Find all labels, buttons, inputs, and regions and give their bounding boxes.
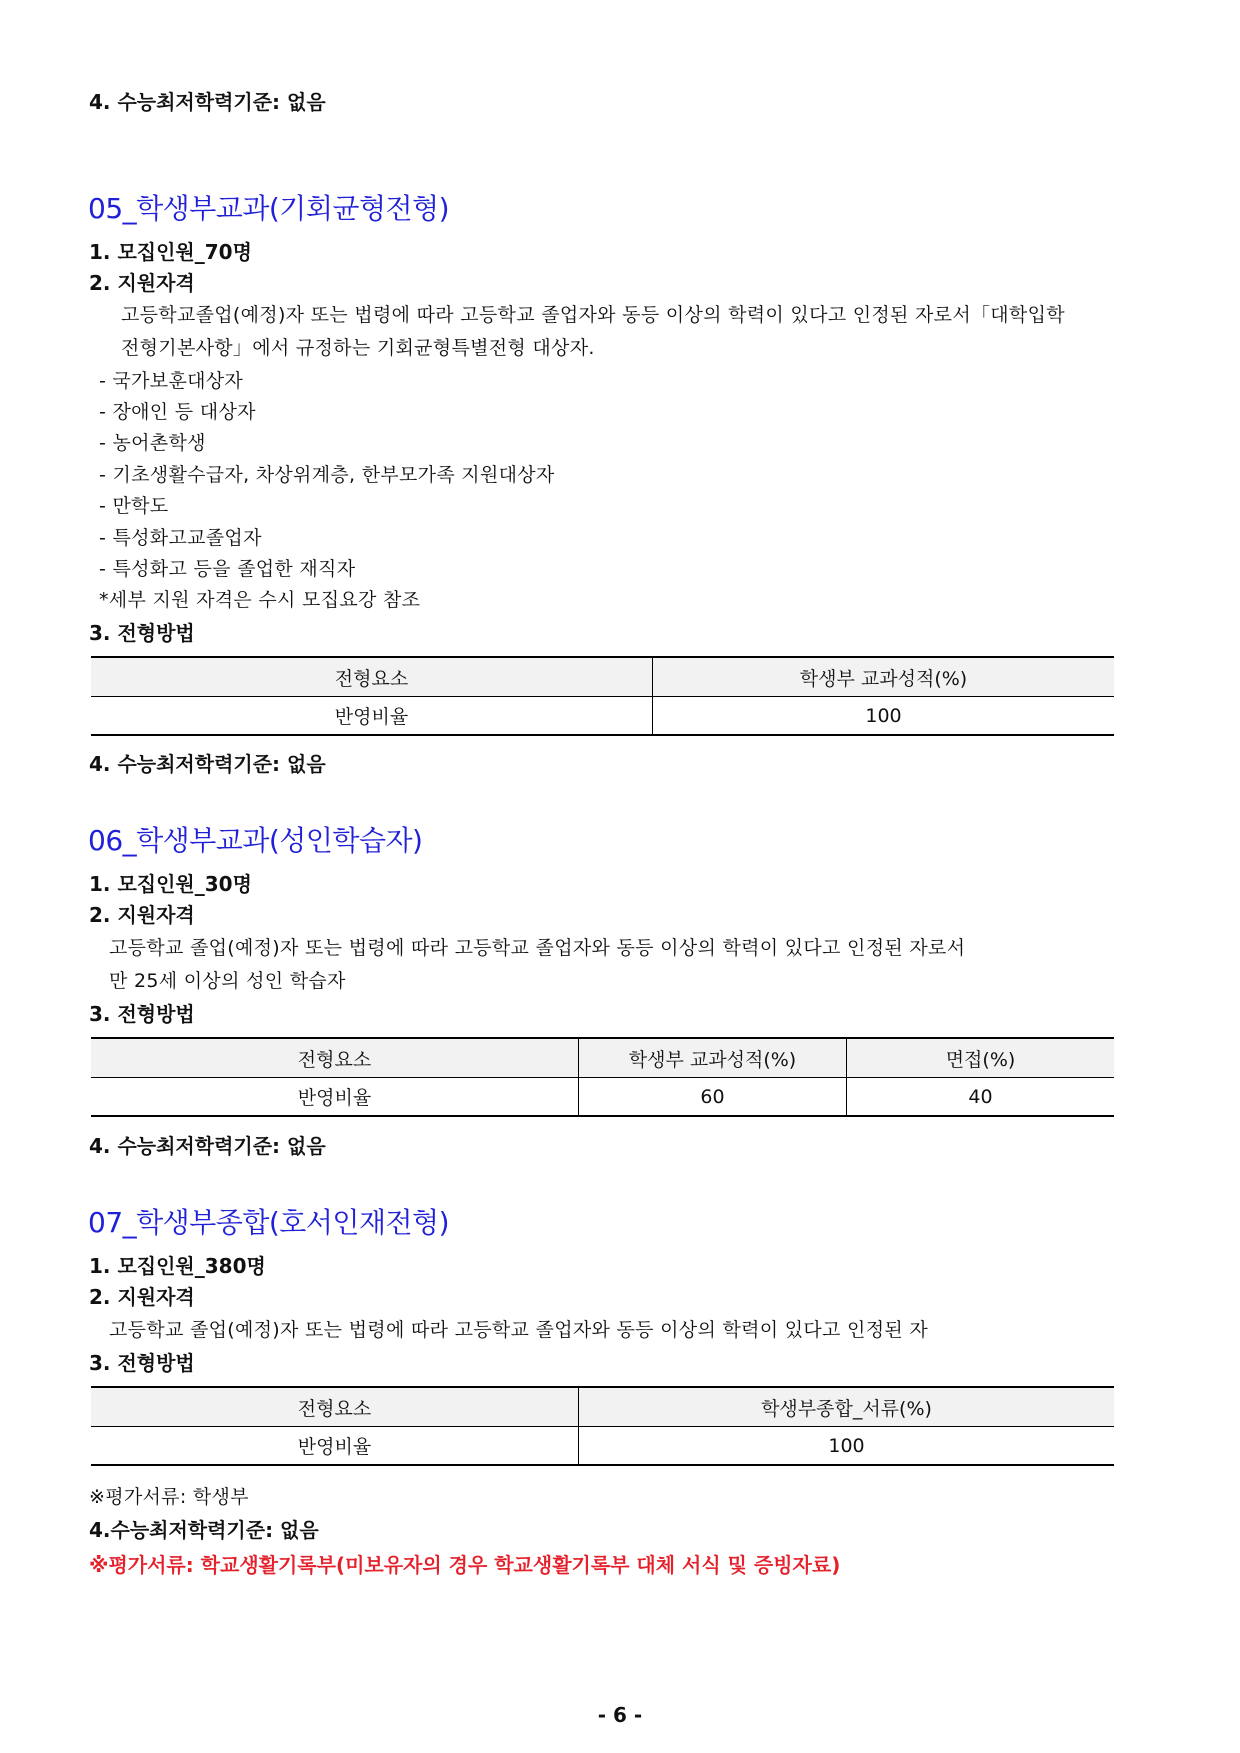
s05-method-table (91, 656, 1114, 736)
page-number: - 6 - (597, 1703, 643, 1727)
s05-bullet: - 농어촌학생 (99, 432, 206, 454)
table-header-cell: 학생부 교과성적(%) (653, 657, 1115, 697)
s06-recruit-count: 1. 모집인원_30명 (89, 872, 252, 896)
section-06-title: 06_학생부교과(성인학습자) (88, 824, 423, 857)
s05-bullet: - 기초생활수급자, 차상위계층, 한부모가족 지원대상자 (99, 464, 555, 486)
table-header-cell: 면접(%) (847, 1038, 1115, 1078)
table-cell: 반영비율 (91, 697, 653, 736)
s05-qualification-line-1: 고등학교졸업(예정)자 또는 법령에 따라 고등학교 졸업자와 동등 이상의 학력이 있다고 인정된 자로서「대학입학 (121, 304, 1065, 326)
admission-criteria-top: 4. 수능최저학력기준: 없음 (89, 90, 326, 114)
table-header-row (91, 1038, 1114, 1078)
s06-qualification-heading: 2. 지원자격 (89, 903, 195, 927)
s06-qualification-line-2: 만 25세 이상의 성인 학습자 (109, 970, 346, 992)
table-row (91, 1427, 1114, 1466)
s05-recruit-count: 1. 모집인원_70명 (89, 240, 252, 264)
section-05-title: 05_학생부교과(기회균형전형) (88, 192, 450, 225)
section-07-title: 07_학생부종합(호서인재전형) (88, 1206, 450, 1239)
s05-bullet: - 국가보훈대상자 (99, 370, 244, 392)
s07-recruit-count: 1. 모집인원_380명 (89, 1254, 266, 1278)
s07-qualification-line-1: 고등학교 졸업(예정)자 또는 법령에 따라 고등학교 졸업자와 동등 이상의 학력이 있다고 인정된 자 (109, 1319, 929, 1341)
table-cell: 60 (579, 1078, 847, 1117)
s07-qualification-heading: 2. 지원자격 (89, 1285, 195, 1309)
table-header-cell: 전형요소 (91, 1038, 579, 1078)
s05-method-heading: 3. 전형방법 (89, 621, 195, 645)
s07-red-note: ※평가서류: 학교생활기록부(미보유자의 경우 학교생활기록부 대체 서식 및 증빙자료) (89, 1553, 841, 1577)
s06-method-heading: 3. 전형방법 (89, 1002, 195, 1026)
s05-qualification-line-2: 전형기본사항」에서 규정하는 기회균형특별전형 대상자. (121, 337, 595, 359)
s06-method-table (91, 1037, 1114, 1117)
s05-bullet: - 특성화고 등을 졸업한 재직자 (99, 558, 356, 580)
table-header-row (91, 1387, 1114, 1427)
table-cell: 40 (847, 1078, 1115, 1117)
table-cell: 반영비율 (91, 1078, 579, 1117)
table-row (91, 697, 1114, 736)
s07-method-heading: 3. 전형방법 (89, 1351, 195, 1375)
s05-bullet: - 만학도 (99, 495, 169, 517)
table-header-cell: 학생부 교과성적(%) (579, 1038, 847, 1078)
s05-criteria: 4. 수능최저학력기준: 없음 (89, 752, 326, 776)
table-header-cell: 전형요소 (91, 1387, 579, 1427)
table-header-cell: 전형요소 (91, 657, 653, 697)
table-row (91, 1078, 1114, 1117)
s05-detail-note: *세부 지원 자격은 수시 모집요강 참조 (99, 589, 421, 611)
table-cell: 100 (653, 697, 1115, 736)
table-cell: 100 (579, 1427, 1115, 1466)
s05-qualification-heading: 2. 지원자격 (89, 271, 195, 295)
s07-evaluation-documents: ※평가서류: 학생부 (89, 1486, 249, 1508)
s06-criteria: 4. 수능최저학력기준: 없음 (89, 1134, 326, 1158)
s05-bullet: - 장애인 등 대상자 (99, 401, 256, 423)
s07-method-table (91, 1386, 1114, 1466)
s05-bullet: - 특성화고교졸업자 (99, 527, 262, 549)
table-cell: 반영비율 (91, 1427, 579, 1466)
s06-qualification-line-1: 고등학교 졸업(예정)자 또는 법령에 따라 고등학교 졸업자와 동등 이상의 학력이 있다고 인정된 자로서 (109, 937, 966, 959)
table-header-row (91, 657, 1114, 697)
s07-criteria: 4.수능최저학력기준: 없음 (89, 1518, 319, 1542)
table-header-cell: 학생부종합_서류(%) (579, 1387, 1115, 1427)
